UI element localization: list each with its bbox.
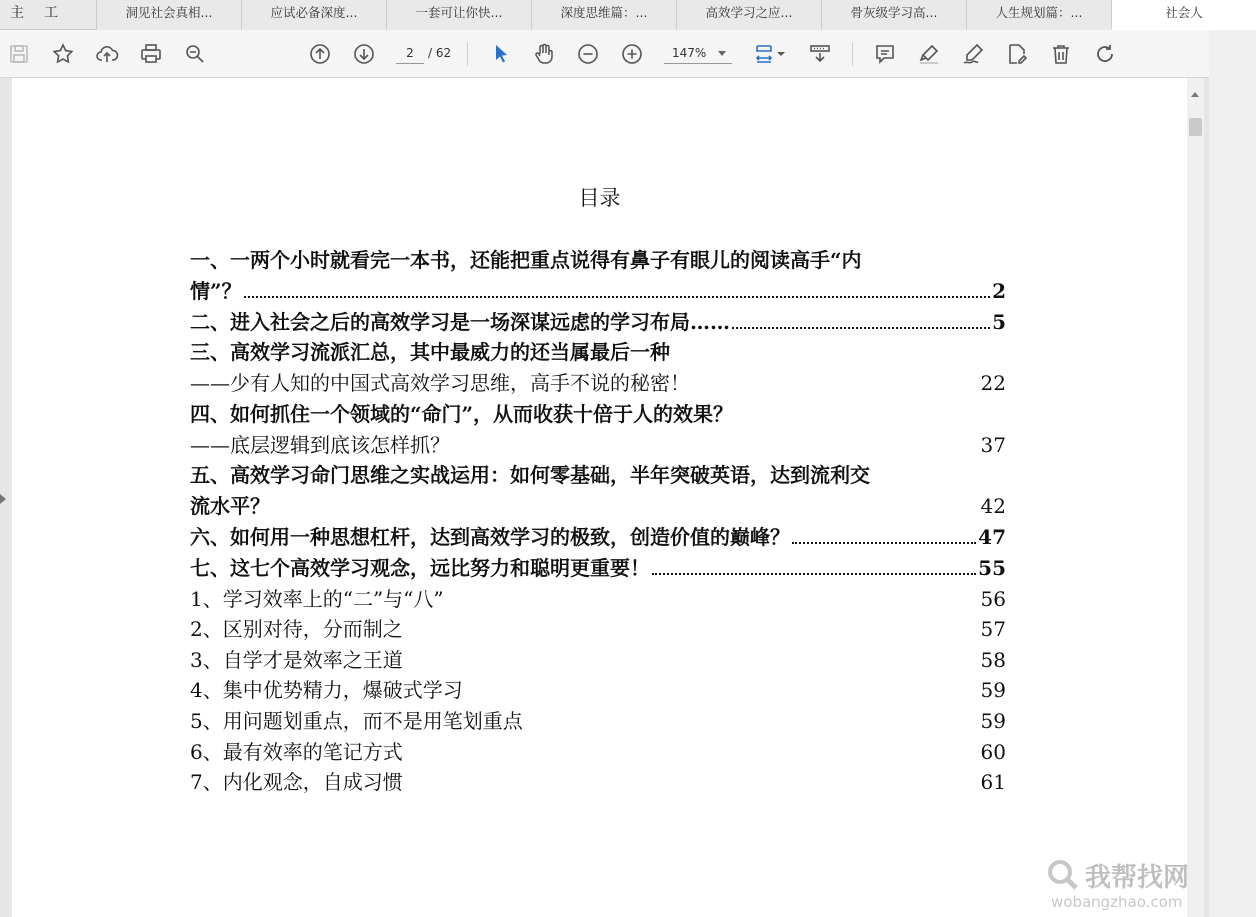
toc-page-number: 58: [980, 648, 1006, 672]
toc-page-number: 22: [980, 371, 1006, 395]
toc-entry-text: 七、这七个高效学习观念，远比努力和聪明更重要！: [190, 556, 650, 580]
tab-document-3[interactable]: 一套可让你快...: [386, 0, 531, 30]
menu-home[interactable]: 主: [10, 5, 24, 21]
toc-entry-text: 五、高效学习命门思维之实战运用：如何零基础，半年突破英语，达到流利交: [190, 463, 870, 487]
toc-entry[interactable]: [190, 585, 1006, 613]
print-icon[interactable]: [137, 40, 165, 68]
fit-width-dropdown-icon[interactable]: [775, 40, 787, 68]
toc-entry[interactable]: [190, 646, 1006, 674]
zoom-search-icon[interactable]: [181, 40, 209, 68]
toc-entry[interactable]: [190, 246, 1006, 274]
toc-entry[interactable]: [190, 400, 1006, 428]
select-cursor-icon[interactable]: [487, 40, 515, 68]
star-icon[interactable]: [49, 40, 77, 68]
rotate-icon[interactable]: [1091, 40, 1119, 68]
highlight-icon[interactable]: [915, 40, 943, 68]
vertical-scrollbar[interactable]: [1187, 78, 1204, 917]
scroll-thumb[interactable]: [1189, 118, 1202, 136]
upload-icon[interactable]: [93, 40, 121, 68]
page-total: / 62: [428, 46, 452, 60]
toc-entry[interactable]: [190, 554, 1006, 582]
toc-entry[interactable]: [190, 707, 1006, 735]
zoom-level-select[interactable]: [664, 42, 732, 64]
menu-tools[interactable]: 工: [44, 5, 58, 21]
watermark-text: 我帮找网: [1085, 863, 1190, 893]
toolbar-divider: [467, 42, 468, 66]
toc-entry[interactable]: [190, 431, 1006, 459]
toc-entry-text: 一、一两个小时就看完一本书，还能把重点说得有鼻子有眼儿的阅读高手“内: [190, 248, 862, 272]
toolbar-divider: [852, 42, 853, 66]
comment-icon[interactable]: [871, 40, 899, 68]
toc-entry[interactable]: [190, 277, 1006, 305]
zoom-level-value: 147%: [672, 46, 707, 60]
zoom-in-icon[interactable]: [618, 40, 646, 68]
tab-document-1[interactable]: 洞见社会真相...: [96, 0, 241, 30]
toc-entry-text: 6、最有效率的笔记方式: [190, 740, 403, 764]
toc-page-number: 61: [980, 770, 1006, 794]
toc-title: 目录: [578, 186, 621, 210]
toc-entry[interactable]: [190, 338, 1006, 366]
tab-document-active[interactable]: 社会人: [1111, 0, 1256, 30]
page-number-input[interactable]: 2: [396, 42, 424, 64]
toc-entry[interactable]: [190, 738, 1006, 766]
watermark: [1039, 853, 1199, 913]
sign-icon[interactable]: [959, 40, 987, 68]
document-tabs: [96, 0, 1256, 29]
toc-entry-text: 5、用问题划重点，而不是用笔划重点: [190, 709, 523, 733]
scroll-up-icon[interactable]: [1191, 92, 1199, 97]
extract-icon[interactable]: [806, 40, 834, 68]
tab-document-6[interactable]: 骨灰级学习高...: [821, 0, 966, 30]
dot-leader: [732, 308, 990, 329]
tab-document-7[interactable]: 人生规划篇：...: [966, 0, 1111, 30]
zoom-out-icon[interactable]: [574, 40, 602, 68]
tab-bar: [0, 0, 1209, 30]
pdf-page: [12, 78, 1190, 917]
hand-icon[interactable]: [530, 40, 558, 68]
toc-entry-text: ——底层逻辑到底该怎样抓？: [190, 433, 450, 457]
dot-leader: [244, 277, 991, 298]
toc-page-number: 60: [980, 740, 1006, 764]
save-icon[interactable]: [5, 40, 33, 68]
toc-entry[interactable]: [190, 676, 1006, 704]
delete-icon[interactable]: [1047, 40, 1075, 68]
toc-entry-text: 流水平？: [190, 494, 270, 518]
toc-entry-text: 情”？: [190, 279, 242, 303]
toc-page-number: 47: [978, 525, 1006, 549]
toolbar: [0, 30, 1209, 78]
toc-entry-text: 三、高效学习流派汇总，其中最威力的还当属最后一种: [190, 340, 670, 364]
tab-document-5[interactable]: 高效学习之应...: [676, 0, 821, 30]
next-page-icon[interactable]: [350, 40, 378, 68]
toc-entry-text: 4、集中优势精力，爆破式学习: [190, 678, 463, 702]
toc-entry[interactable]: [190, 768, 1006, 796]
fit-width-icon[interactable]: [750, 40, 778, 68]
edit-pdf-icon[interactable]: [1003, 40, 1031, 68]
expand-panel-icon[interactable]: [0, 494, 6, 504]
toc-page-number: 55: [978, 556, 1006, 580]
toc-entry-text: 六、如何用一种思想杠杆，达到高效学习的极致，创造价值的巅峰？: [190, 525, 790, 549]
watermark-url: wobangzhao.com: [1051, 893, 1183, 911]
toc-entry-text: 四、如何抓住一个领域的“命门”，从而收获十倍于人的效果？: [190, 402, 734, 426]
toc-page-number: 5: [992, 310, 1006, 334]
prev-page-icon[interactable]: [306, 40, 334, 68]
toc-entry[interactable]: [190, 492, 1006, 520]
toc-entry-text: 3、自学才是效率之王道: [190, 648, 403, 672]
toc-entry-text: 7、内化观念，自成习惯: [190, 770, 403, 794]
dot-leader: [792, 523, 976, 544]
toc-page-number: 42: [980, 494, 1006, 518]
toc-entry-text: ——少有人知的中国式高效学习思维，高手不说的秘密！: [190, 371, 690, 395]
tab-document-4[interactable]: 深度思维篇：...: [531, 0, 676, 30]
toc-entry-text: 2、区别对待，分而制之: [190, 617, 403, 641]
toc-entry[interactable]: [190, 369, 1006, 397]
tab-document-2[interactable]: 应试必备深度...: [241, 0, 386, 30]
toc-page-number: 2: [992, 279, 1006, 303]
toc-page-number: 59: [980, 678, 1006, 702]
toc-entry-text: 二、进入社会之后的高效学习是一场深谋远虑的学习布局……: [190, 310, 730, 334]
dot-leader: [652, 554, 976, 575]
toc-page-number: 57: [980, 617, 1006, 641]
chevron-down-icon: [718, 51, 726, 56]
toc-entry[interactable]: [190, 461, 1006, 489]
toc-page-number: 59: [980, 709, 1006, 733]
toc-entry[interactable]: [190, 308, 1006, 336]
magnifier-logo-icon: [1045, 857, 1079, 891]
document-viewport[interactable]: [0, 78, 1209, 917]
toc-entry-text: 1、学习效率上的“二”与“八”: [190, 587, 444, 611]
toc-entry[interactable]: [190, 615, 1006, 643]
toc-page-number: 56: [980, 587, 1006, 611]
toc-entry[interactable]: [190, 523, 1006, 551]
toc-page-number: 37: [980, 433, 1006, 457]
